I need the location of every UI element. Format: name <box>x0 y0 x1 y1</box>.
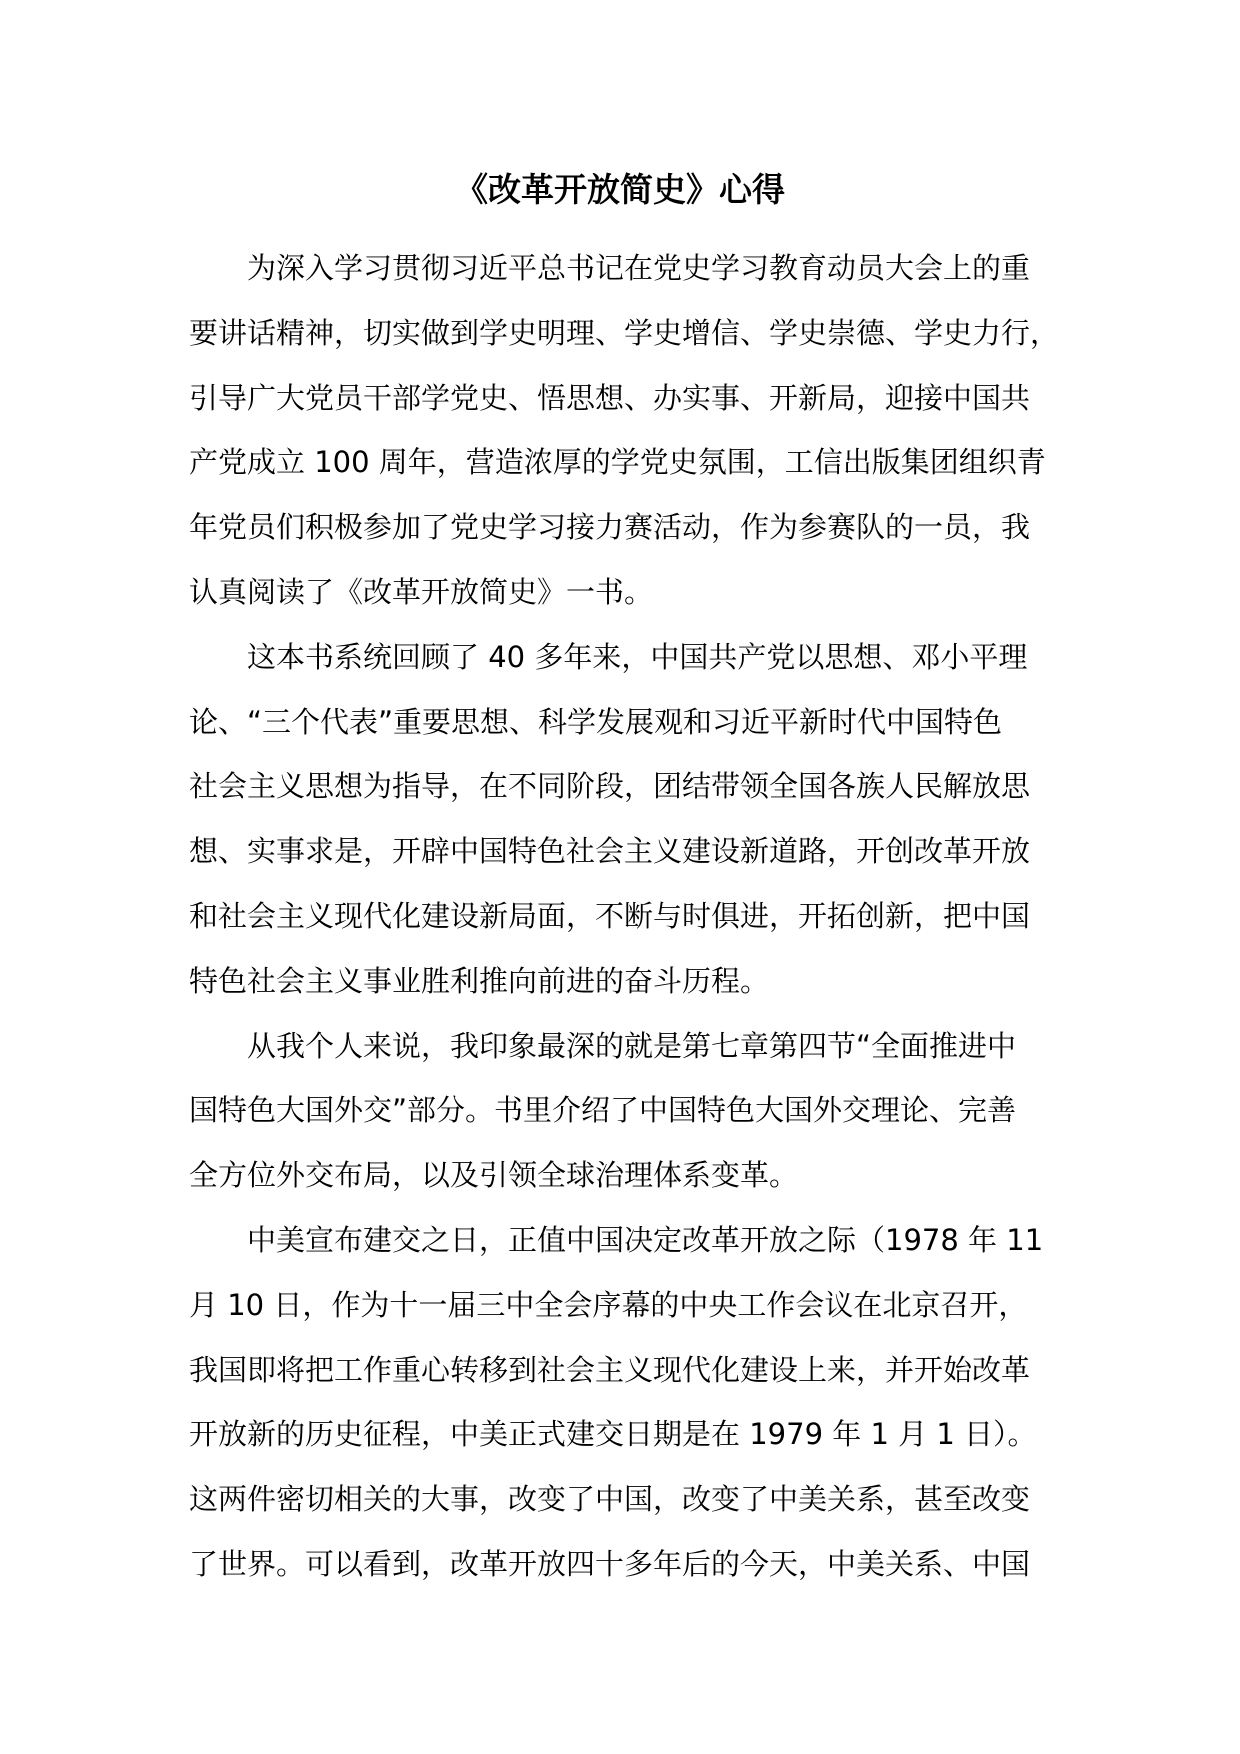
paragraph-line: 了世界。可以看到，改革开放四十多年后的今天，中美关系、中国 <box>189 1546 1031 1581</box>
paragraph-line: 产党成立 100 周年，营造浓厚的学党史氛围，工信出版集团组织青 <box>189 445 1046 480</box>
paragraph-line: 开放新的历史征程，中美正式建交日期是在 1979 年 1 月 1 日）。 <box>189 1417 1037 1452</box>
paragraph-1 <box>189 236 1069 625</box>
paragraph-line: 国特色大国外交”部分。书里介绍了中国特色大国外交理论、完善 <box>189 1093 1017 1128</box>
paragraph-line: 这本书系统回顾了 40 多年来，中国共产党以思想、邓小平理 <box>247 639 1028 674</box>
paragraph-line: 中美宣布建交之日，正值中国决定改革开放之际（1978 年 11 <box>247 1222 1044 1257</box>
paragraph-line: 全方位外交布局，以及引领全球治理体系变革。 <box>189 1158 799 1193</box>
paragraph-line: 年党员们积极参加了党史学习接力赛活动，作为参赛队的一员，我 <box>189 510 1031 545</box>
paragraph-line: 要讲话精神，切实做到学史明理、学史增信、学史崇德、学史力行， <box>189 315 1060 350</box>
paragraph-line: 月 10 日，作为十一届三中全会序幕的中央工作会议在北京召开， <box>189 1287 1028 1322</box>
paragraph-line: 认真阅读了《改革开放简史》一书。 <box>189 574 654 609</box>
paragraph-line: 特色社会主义事业胜利推向前进的奋斗历程。 <box>189 963 770 998</box>
paragraph-line: 我国即将把工作重心转移到社会主义现代化建设上来，并开始改革 <box>189 1352 1031 1387</box>
paragraph-line: 社会主义思想为指导，在不同阶段，团结带领全国各族人民解放思 <box>189 769 1031 804</box>
paragraph-3 <box>189 1014 1069 1208</box>
paragraph-line: 和社会主义现代化建设新局面，不断与时俱进，开拓创新，把中国 <box>189 898 1031 933</box>
paragraph-line: 想、实事求是，开辟中国特色社会主义建设新道路，开创改革开放 <box>189 834 1031 869</box>
document-body <box>189 236 1069 1597</box>
paragraph-line: 引导广大党员干部学党史、悟思想、办实事、开新局，迎接中国共 <box>189 380 1031 415</box>
paragraph-4 <box>189 1208 1069 1597</box>
paragraph-line: 论、“三个代表”重要思想、科学发展观和习近平新时代中国特色 <box>189 704 1003 739</box>
paragraph-line: 为深入学习贯彻习近平总书记在党史学习教育动员大会上的重 <box>247 251 1031 285</box>
paragraph-line: 从我个人来说，我印象最深的就是第七章第四节“全面推进中 <box>247 1028 1017 1063</box>
document-title: 《改革开放简史》心得 <box>455 170 785 209</box>
paragraph-2 <box>189 625 1069 1014</box>
paragraph-line: 这两件密切相关的大事，改变了中国，改变了中美关系，甚至改变 <box>189 1482 1031 1517</box>
